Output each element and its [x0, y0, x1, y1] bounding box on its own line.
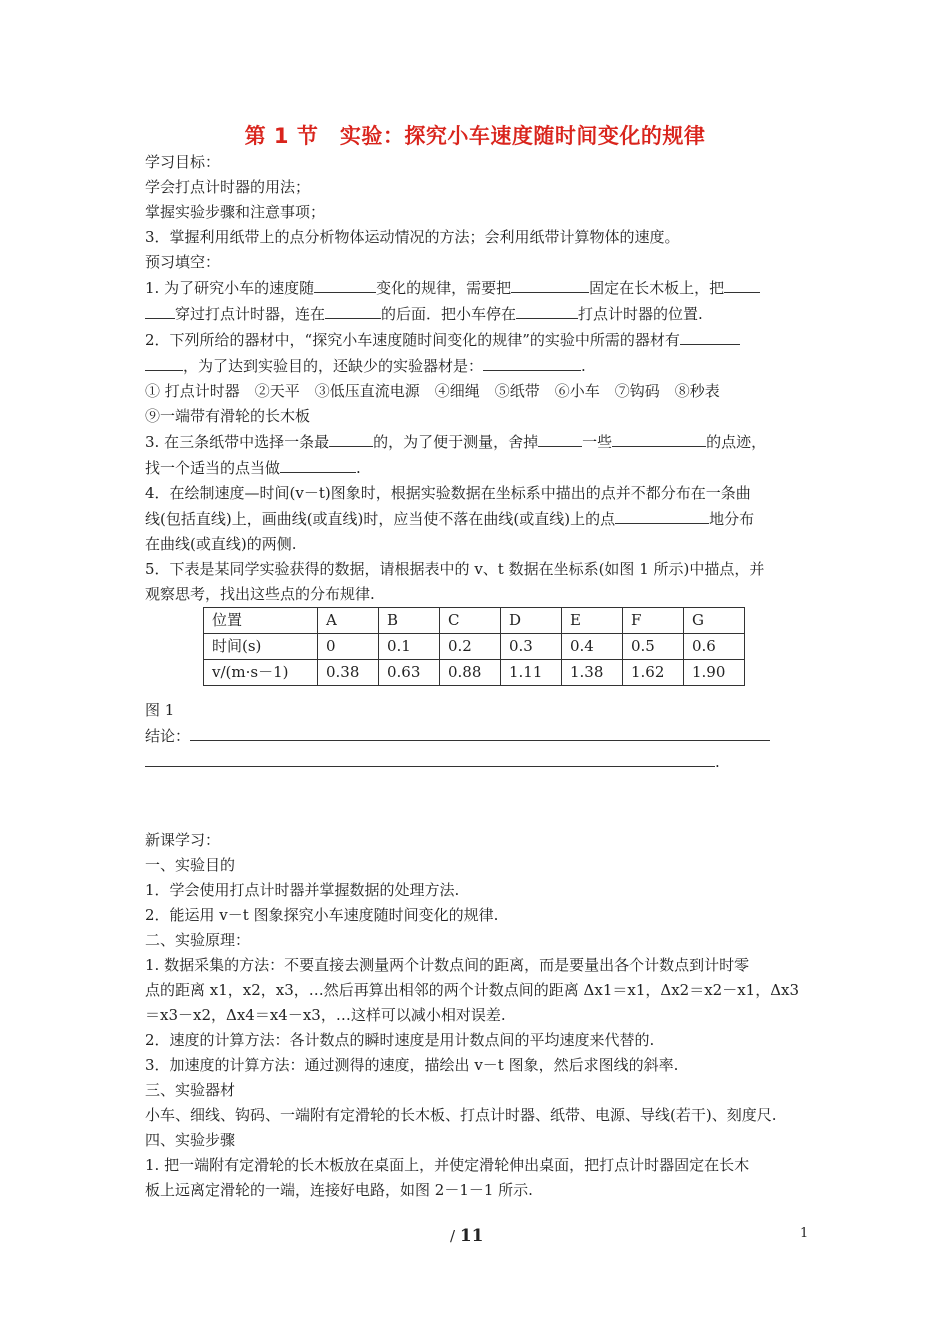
question-3-line-2: 找一个适当的点当做 . [145, 455, 810, 481]
conclusion-line-2: . [145, 749, 810, 775]
section-2-item-1-line-2: 点的距离 x1，x2，x3，…然后再算出相邻的两个计数点间的距离 Δx1＝x1，Δx2＝x2－x1，Δx3 [145, 981, 800, 999]
table-cell: C [440, 608, 501, 634]
blank [145, 301, 175, 319]
table-cell: 0.5 [623, 634, 684, 660]
question-5-line-1: 5．下表是某同学实验获得的数据，请根据表中的 v、t 数据在坐标系(如图 1 所示)中描点，并 [145, 560, 765, 578]
section-4-item-1-line-2: 板上远离定滑轮的一端，连接好电路，如图 2－1－1 所示. [145, 1181, 533, 1199]
question-2-option-9: ⑨一端带有滑轮的长木板 [145, 407, 311, 425]
blank [615, 506, 709, 524]
table-cell: 0.38 [318, 660, 379, 686]
section-2-item-1-line-1: 1. 数据采集的方法：不要直接去测量两个计数点间的距离，而是要量出各个计数点到计时零 [145, 956, 750, 974]
question-2-line-2: ，为了达到实验目的，还缺少的实验器材是： . [145, 353, 810, 379]
spacer [145, 775, 810, 828]
section-1-title: 一、实验目的 [145, 856, 236, 874]
table-cell: 0.1 [379, 634, 440, 660]
conclusion-line-1: 结论： [145, 723, 810, 749]
blank [724, 275, 760, 293]
table-cell: v/(m·s－1) [204, 660, 318, 686]
table-cell: D [501, 608, 562, 634]
blank [145, 749, 715, 767]
spacer [145, 686, 810, 698]
section-4-item-1-line-1: 1. 把一端附有定滑轮的长木板放在桌面上，并使定滑轮伸出桌面，把打点计时器固定在长木 [145, 1156, 750, 1174]
blank [190, 723, 770, 741]
table-cell: 1.90 [684, 660, 745, 686]
section-2-item-1-line-3: ＝x3－x2，Δx4＝x4－x3，…这样可以减小相对误差. [145, 1006, 506, 1024]
blank [516, 301, 578, 319]
table-cell: 位置 [204, 608, 318, 634]
section-3-title: 三、实验器材 [145, 1081, 236, 1099]
goals-heading: 学习目标： [145, 153, 221, 171]
table-cell: F [623, 608, 684, 634]
blank [483, 353, 581, 371]
page-number: 1 [800, 1226, 809, 1241]
table-cell: E [562, 608, 623, 634]
table-cell: 0.2 [440, 634, 501, 660]
question-4-line-2: 线(包括直线)上，画曲线(或直线)时，应当使不落在曲线(或直线)上的点 地分布 [145, 506, 810, 532]
table-cell: 1.38 [562, 660, 623, 686]
table-cell: 1.62 [623, 660, 684, 686]
question-3-line-1: 3. 在三条纸带中选择一条最 的，为了便于测量，舍掉 一些 的点迹， [145, 429, 810, 455]
section-2-title: 二、实验原理： [145, 931, 251, 949]
table-cell: B [379, 608, 440, 634]
blank [538, 429, 582, 447]
blank [280, 455, 356, 473]
section-1-item-1: 1．学会使用打点计时器并掌握数据的处理方法. [145, 881, 460, 899]
data-table [203, 607, 745, 686]
document-body [145, 150, 810, 1203]
table-cell: A [318, 608, 379, 634]
question-2-line-1: 2．下列所给的器材中，“探究小车速度随时间变化的规律”的实验中所需的器材有 [145, 327, 810, 353]
goal-2: 掌握实验步骤和注意事项； [145, 203, 326, 221]
table-cell: 时间(s) [204, 634, 318, 660]
lesson-heading: 新课学习： [145, 831, 221, 849]
question-1-line-1: 1. 为了研究小车的速度随 变化的规律，需要把 固定在长木板上，把 [145, 275, 810, 301]
section-2-item-2: 2．速度的计算方法：各计数点的瞬时速度是用计数点间的平均速度来代替的. [145, 1031, 655, 1049]
blank [329, 429, 373, 447]
table-cell: 1.11 [501, 660, 562, 686]
goal-1: 学会打点计时器的用法； [145, 178, 311, 196]
table-row [204, 608, 745, 634]
blank [511, 275, 589, 293]
page-title: 第 1 节 实验：探究小车速度随时间变化的规律 [244, 124, 706, 148]
fill-heading: 预习填空： [145, 253, 221, 271]
blank [612, 429, 706, 447]
table-cell: G [684, 608, 745, 634]
section-3-item-1: 小车、细线、钩码、一端附有定滑轮的长木板、打点计时器、纸带、电源、导线(若干)、刻度尺. [145, 1106, 777, 1124]
table-cell: 0 [318, 634, 379, 660]
blank [314, 275, 376, 293]
page-count: / 11 [450, 1226, 484, 1246]
table-cell: 0.6 [684, 634, 745, 660]
question-2-options: ① 打点计时器 ②天平 ③低压直流电源 ④细绳 ⑤纸带 ⑥小车 ⑦钩码 ⑧秒表 [145, 382, 720, 400]
goal-3: 3．掌握利用纸带上的点分析物体运动情况的方法；会利用纸带计算物体的速度。 [145, 228, 680, 246]
section-4-title: 四、实验步骤 [145, 1131, 236, 1149]
blank [145, 353, 183, 371]
table-row [204, 634, 745, 660]
table-row [204, 660, 745, 686]
section-2-item-3: 3．加速度的计算方法：通过测得的速度，描绘出 v－t 图象，然后求图线的斜率. [145, 1056, 679, 1074]
table-cell: 0.63 [379, 660, 440, 686]
section-1-item-2: 2．能运用 v－t 图象探究小车速度随时间变化的规律. [145, 906, 499, 924]
question-5-line-2: 观察思考，找出这些点的分布规律. [145, 585, 375, 603]
table-cell: 0.3 [501, 634, 562, 660]
table-cell: 0.88 [440, 660, 501, 686]
question-4-line-1: 4．在绘制速度—时间(v－t)图象时，根据实验数据在坐标系中描出的点并不都分布在一条曲 [145, 484, 751, 502]
question-1-line-2: 穿过打点计时器，连在 的后面．把小车停在 打点计时器的位置. [145, 301, 810, 327]
blank [680, 327, 740, 345]
figure-label: 图 1 [145, 701, 175, 719]
question-4-line-3: 在曲线(或直线)的两侧. [145, 535, 297, 553]
table-cell: 0.4 [562, 634, 623, 660]
blank [325, 301, 381, 319]
